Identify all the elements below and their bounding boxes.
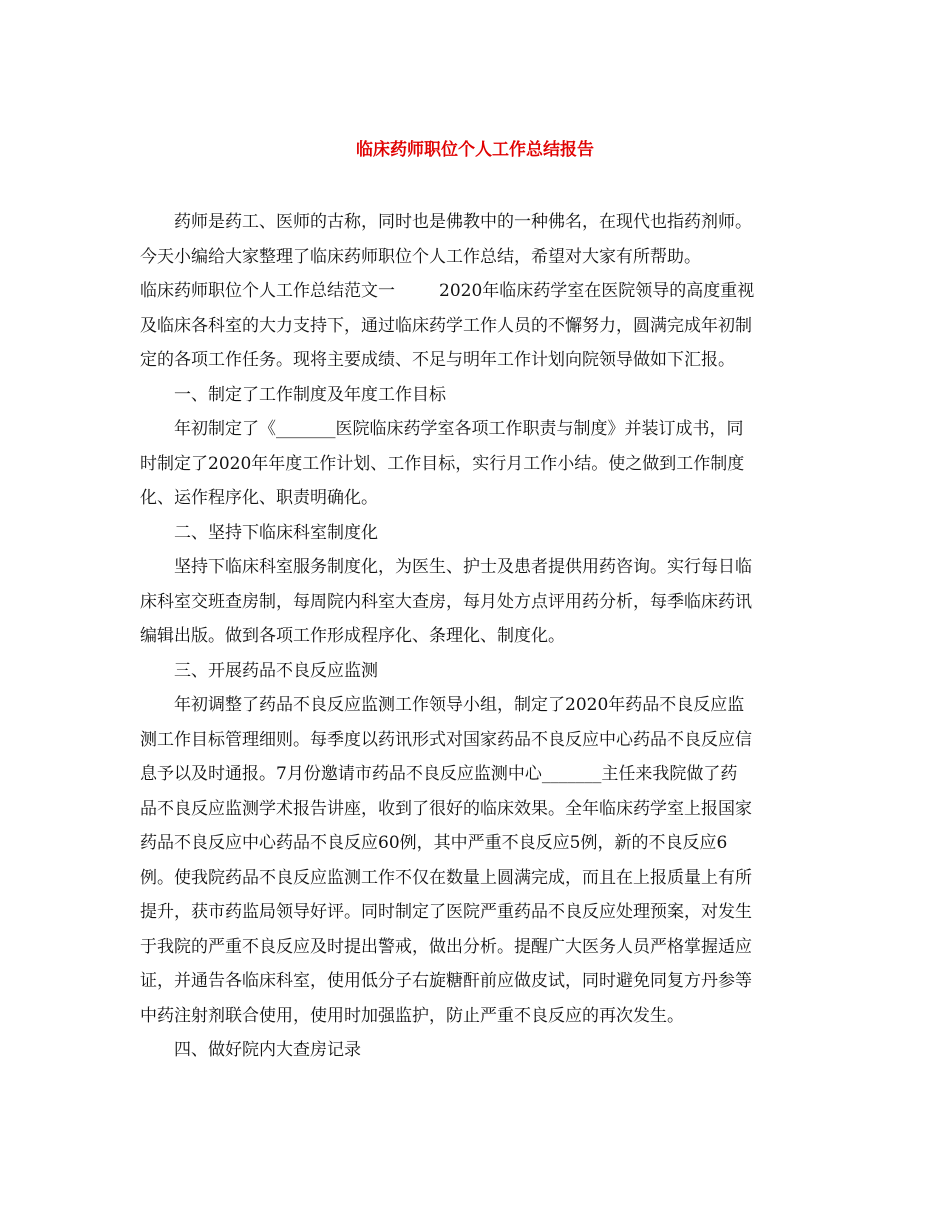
paragraph-line xyxy=(140,274,820,309)
paragraph-line: 床科室交班查房制，每周院内科室大查房，每月处方点评用药分析，每季临床药讯 xyxy=(140,591,752,612)
sample-heading: 临床药师职位个人工作总结范文一 xyxy=(140,281,395,301)
paragraph-line: 定的各项工作任务。现将主要成绩、不足与明年工作计划向院领导做如下汇报。 xyxy=(140,350,735,370)
paragraph-line: 坚持下临床科室服务制度化，为医生、护士及患者提供用药咨询。实行每日临 xyxy=(174,557,752,577)
paragraph-line: 中药注射剂联合使用，使用时加强监护，防止严重不良反应的再次发生。 xyxy=(140,1005,684,1026)
paragraph-line: 药师是药工、医师的古称，同时也是佛教中的一种佛名，在现代也指药剂师。 xyxy=(174,212,752,232)
section-heading: 一、制定了工作制度及年度工作目标 xyxy=(174,384,446,405)
paragraph-line: 今天小编给大家整理了临床药师职位个人工作总结，希望对大家有所帮助。 xyxy=(140,246,701,267)
paragraph-line: 编辑出版。做到各项工作形成程序化、条理化、制度化。 xyxy=(140,626,565,646)
paragraph-line: 证，并通告各临床科室，使用低分子右旋糖酐前应做皮试，同时避免同复方丹参等 xyxy=(140,971,752,991)
paragraph-line: 于我院的严重不良反应及时提出警戒，做出分析。提醒广大医务人员严格掌握适应 xyxy=(140,936,752,957)
paragraph-line: 例。使我院药品不良反应监测工作不仅在数量上圆满完成，而且在上报质量上有所 xyxy=(140,867,752,888)
paragraph-line: 及临床各科室的大力支持下，通过临床药学工作人员的不懈努力，圆满完成年初制 xyxy=(140,315,752,336)
paragraph-text: 2020年临床药学室在医院领导的高度重视 xyxy=(439,281,755,301)
paragraph-line: 年初制定了《_______医院临床药学室各项工作职责与制度》并装订成书，同 xyxy=(174,419,744,439)
paragraph-line: 息予以及时通报。7月份邀请市药品不良反应监测中心_______主任来我院做了药 xyxy=(140,764,738,784)
document-title: 临床药师职位个人工作总结报告 xyxy=(356,140,594,160)
paragraph-line: 时制定了2020年年度工作计划、工作目标，实行月工作小结。使之做到工作制度 xyxy=(140,453,745,474)
paragraph-line: 化、运作程序化、职责明确化。 xyxy=(140,488,378,508)
section-heading: 二、坚持下临床科室制度化 xyxy=(174,522,378,543)
document-body xyxy=(140,205,820,1068)
paragraph-line: 年初调整了药品不良反应监测工作领导小组，制定了2020年药品不良反应监 xyxy=(174,695,745,715)
section-heading: 三、开展药品不良反应监测 xyxy=(174,660,378,681)
section-heading: 四、做好院内大查房记录 xyxy=(174,1040,361,1060)
paragraph-line: 品不良反应监测学术报告讲座，收到了很好的临床效果。全年临床药学室上报国家 xyxy=(140,798,752,819)
paragraph-line: 提升，获市药监局领导好评。同时制定了医院严重药品不良反应处理预案，对发生 xyxy=(140,902,752,922)
paragraph-line: 药品不良反应中心药品不良反应60例，其中严重不良反应5例，新的不良反应6 xyxy=(140,833,728,853)
paragraph-line: 测工作目标管理细则。每季度以药讯形式对国家药品不良反应中心药品不良反应信 xyxy=(140,729,752,750)
